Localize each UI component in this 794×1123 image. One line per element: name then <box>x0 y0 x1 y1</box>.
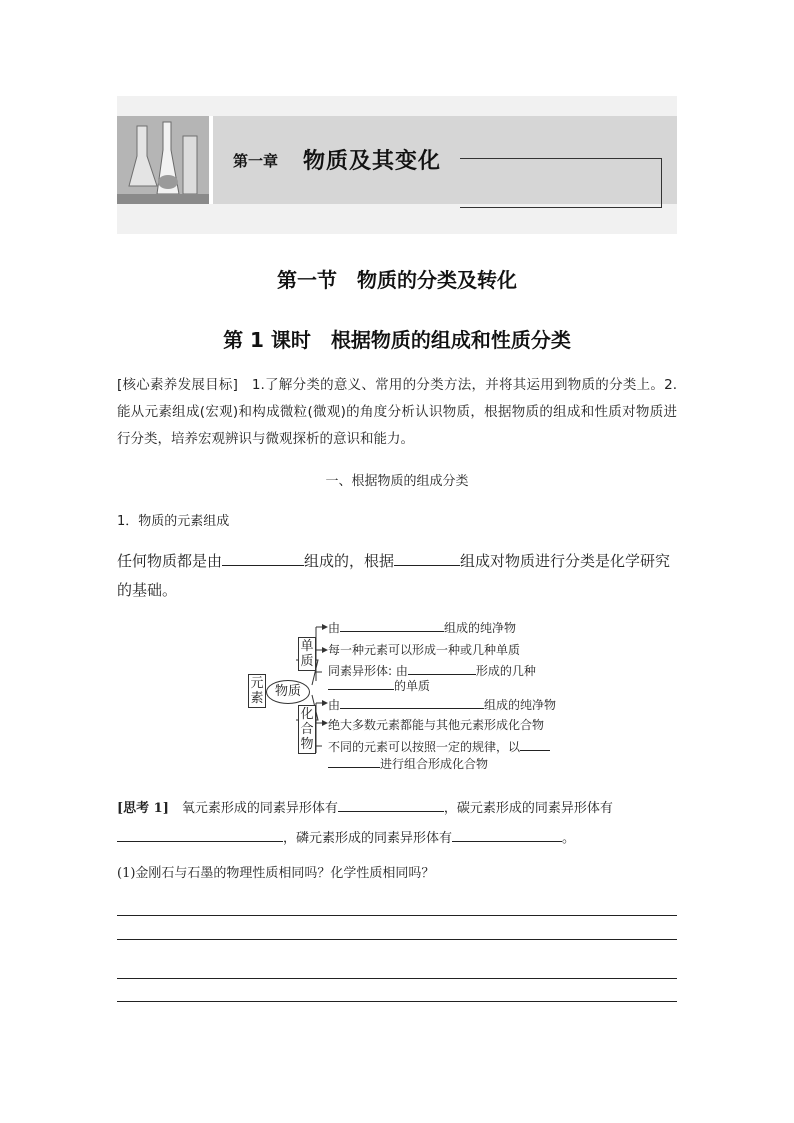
blank-8[interactable] <box>328 755 380 768</box>
compound-line-2: 绝大多数元素都能与其他元素形成化合物 <box>328 718 545 732</box>
para-text-2: 组成的，根据 <box>304 552 395 570</box>
answer-line-2[interactable] <box>117 939 677 940</box>
think-text-3: ，磷元素形成的同素异形体有 <box>283 831 453 846</box>
element-box: 元素 <box>248 674 266 708</box>
item-heading: 1．物质的元素组成 <box>117 514 230 529</box>
question-1: (1)金刚石与石墨的物理性质相同吗？化学性质相同吗？ <box>117 866 435 881</box>
fill-in-paragraph <box>117 547 677 605</box>
s1-text-b: 组成的纯净物 <box>444 621 517 635</box>
blank-1[interactable] <box>222 550 304 566</box>
answer-line-1[interactable] <box>117 915 677 916</box>
c1-text-a: 由 <box>328 698 341 712</box>
substance-oval: 物质 <box>266 680 310 704</box>
answer-line-4[interactable] <box>117 1001 677 1002</box>
simple-line-3-cont <box>328 677 430 694</box>
simple-line-1 <box>328 619 516 636</box>
blank-5[interactable] <box>328 677 394 690</box>
compound-line-3 <box>328 738 550 755</box>
compound-box: 化合物 <box>298 705 316 754</box>
blank-2[interactable] <box>394 550 460 566</box>
core-goals <box>117 372 677 453</box>
banner-frame-line <box>460 158 662 208</box>
think-question <box>117 794 677 854</box>
s3-text-c: 的单质 <box>394 679 431 693</box>
chapter-title: 物质及其变化 <box>303 149 442 174</box>
para-text-3: 组成对物质进行分类是化学研究的基础。 <box>117 552 671 599</box>
lab-glassware-image <box>117 116 213 204</box>
simple-substance-box: 单质 <box>298 637 316 671</box>
section-title: 第一节 物质的分类及转化 <box>277 268 517 292</box>
simple-line-2: 每一种元素可以形成一种或几种单质 <box>328 643 521 657</box>
think-label: [思考 1] <box>117 801 169 816</box>
s1-text-a: 由 <box>328 621 341 635</box>
blank-11[interactable] <box>452 828 562 842</box>
c3-text-b: 进行组合形成化合物 <box>380 757 489 771</box>
s3-text-b: 形成的几种 <box>475 664 536 678</box>
compound-line-3-cont <box>328 755 488 772</box>
chapter-number: 第一章 <box>233 152 279 170</box>
goals-label: [核心素养发展目标] <box>117 377 238 393</box>
blank-10[interactable] <box>117 828 283 842</box>
blank-4[interactable] <box>408 662 476 675</box>
part-heading: 一、根据物质的组成分类 <box>325 474 469 489</box>
blank-6[interactable] <box>340 696 484 709</box>
s3-text-a: 同素异形体: 由 <box>328 664 408 678</box>
lesson-title: 第 1 课时 根据物质的组成和性质分类 <box>223 328 571 352</box>
compound-line-1 <box>328 696 556 713</box>
answer-line-3[interactable] <box>117 978 677 979</box>
c1-text-b: 组成的纯净物 <box>484 698 557 712</box>
think-text-2: ，碳元素形成的同素异形体有 <box>443 801 613 816</box>
goals-text: 1.了解分类的意义、常用的分类方法，并将其运用到物质的分类上。2.能从元素组成(宏观)和构成微粒(微观)的角度分析认识物质，根据物质的组成和性质对物质进行分类，培养宏观辨识与微观探析的意识和能力。 <box>117 377 677 447</box>
c3-text-a: 不同的元素可以按照一定的规律，以 <box>328 740 521 754</box>
blank-9[interactable] <box>338 798 444 812</box>
blank-7[interactable] <box>520 738 550 751</box>
think-text-4: 。 <box>562 831 576 846</box>
para-text-1: 任何物质都是由 <box>117 552 223 570</box>
blank-3[interactable] <box>340 619 444 632</box>
think-text-1: 氧元素形成的同素异形体有 <box>168 801 338 816</box>
